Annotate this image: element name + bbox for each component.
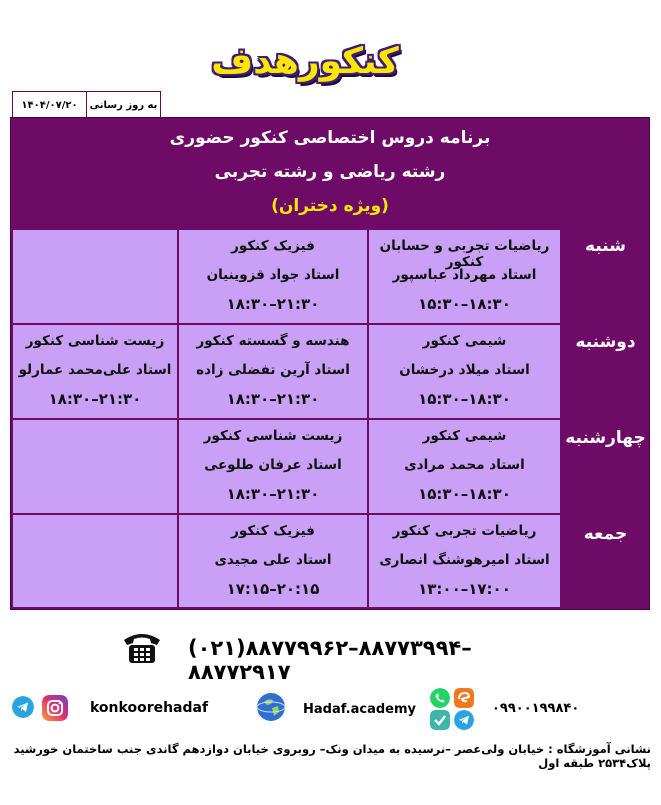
table-cell — [179, 325, 367, 418]
table-cell — [179, 515, 367, 607]
course-name: ریاضیات تجربی و حسابان کنکور — [379, 238, 550, 270]
table-cell — [179, 420, 367, 513]
class-time: ۲۱:۳۰–۱۸:۳۰ — [226, 295, 320, 313]
course-name: زیست شناسی کنکور — [25, 333, 165, 349]
day-label: شنبه — [585, 236, 626, 256]
course-name: فیزیک کنکور — [231, 238, 315, 254]
table-cell — [13, 515, 177, 607]
teacher-name: استاد علی مجیدی — [214, 552, 332, 568]
table-cell — [13, 230, 177, 323]
class-time: ۱۸:۳۰–۱۵:۳۰ — [418, 295, 511, 313]
phone-numbers: (۰۲۱)۸۸۷۷۹۹۶۲–۸۸۷۷۳۹۹۴–۸۸۷۷۲۹۱۷ — [188, 636, 472, 684]
class-time: ۲۱:۳۰–۱۸:۳۰ — [48, 390, 142, 408]
day-label: جمعه — [583, 524, 628, 544]
update-date: ۱۴۰۴/۰۷/۲۰ — [13, 92, 87, 118]
phone-row — [120, 630, 550, 684]
day-label: چهارشنبه — [565, 428, 646, 448]
update-label: به روز رسانی — [87, 92, 160, 118]
logo: کنکورهدف — [211, 41, 399, 82]
class-time: ۲۱:۳۰–۱۸:۳۰ — [226, 485, 320, 503]
schedule-table — [10, 117, 650, 610]
teacher-name: استاد امیرهوشنگ انصاری — [379, 552, 550, 568]
class-time: ۱۸:۳۰–۱۵:۳۰ — [418, 390, 511, 408]
schedule-title: برنامه دروس اختصاصی کنکور حضوری — [169, 128, 491, 148]
table-cell — [369, 230, 560, 323]
teacher-name: استاد میلاد درخشان — [399, 362, 530, 378]
teacher-name: استاد علی‌محمد عمارلو — [18, 362, 172, 378]
table-cell — [179, 230, 367, 323]
course-name: شیمی کنکور — [422, 333, 507, 349]
table-cell — [369, 515, 560, 607]
class-time: ۲۰:۱۵–۱۷:۱۵ — [226, 580, 320, 598]
table-cell — [369, 325, 560, 418]
instagram-handle: konkoorehadaf — [90, 700, 209, 716]
course-name: فیزیک کنکور — [231, 523, 315, 539]
teacher-name: استاد مهرداد عباسپور — [392, 267, 537, 283]
class-time: ۱۷:۰۰–۱۳:۰۰ — [418, 580, 511, 598]
bale-icon — [430, 710, 450, 730]
website-url: Hadaf.academy — [303, 702, 417, 717]
update-box — [12, 91, 161, 119]
teacher-name: استاد آرین تفضلی زاده — [196, 362, 350, 378]
instagram-icon — [42, 695, 68, 721]
course-name: ریاضیات تجربی کنکور — [392, 523, 537, 539]
day-label: دوشنبه — [575, 332, 636, 352]
course-name: شیمی کنکور — [422, 428, 507, 444]
telegram-icon — [12, 696, 34, 718]
telegram-icon — [454, 710, 474, 730]
mobile-number: ۰۹۹۰۰۱۹۹۸۴۰ — [492, 701, 580, 716]
schedule-subtitle: رشته ریاضی و رشته تجربی — [214, 162, 446, 182]
teacher-name: استاد عرفان طلوعی — [204, 457, 342, 473]
social-row — [0, 688, 661, 728]
course-name: هندسه و گسسته کنکور — [196, 333, 350, 349]
globe-icon — [256, 692, 286, 722]
course-name: زیست شناسی کنکور — [203, 428, 343, 444]
telephone-icon — [120, 630, 164, 666]
teacher-name: استاد محمد مرادی — [404, 457, 525, 473]
teacher-name: استاد جواد قزوینیان — [206, 267, 340, 283]
class-time: ۲۱:۳۰–۱۸:۳۰ — [226, 390, 320, 408]
table-cell — [13, 420, 177, 513]
whatsapp-icon — [430, 688, 450, 708]
schedule-header — [11, 118, 649, 228]
eitaa-icon — [454, 688, 474, 708]
table-cell — [13, 325, 177, 418]
address: نشانی آموزشگاه : خیابان ولی‌عصر –نرسیده به میدان ونک– روبروی خیابان دوازدهم گاندی جنب ساختمان خورشید پلاک۲۵۳۴ طبقه اول — [13, 742, 651, 770]
table-cell — [369, 420, 560, 513]
class-time: ۱۸:۳۰–۱۵:۳۰ — [418, 485, 511, 503]
schedule-note: (ویژه دختران) — [271, 196, 389, 216]
